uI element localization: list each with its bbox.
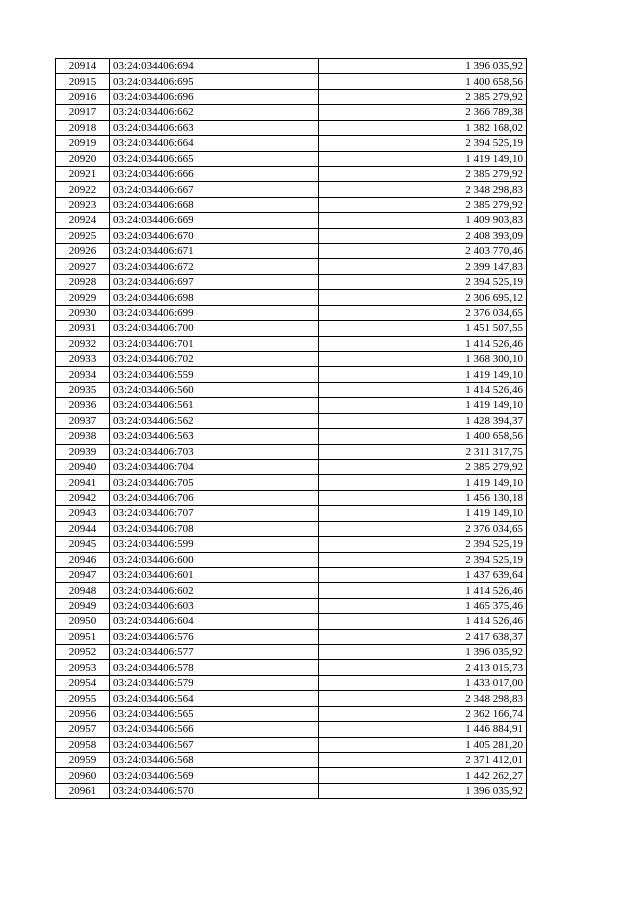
value-cell: 1 368 300,10: [319, 352, 527, 367]
cadastral-number-cell: 03:24:034406:667: [110, 182, 319, 197]
row-number-cell: 20953: [56, 660, 110, 675]
value-cell: 1 465 375,46: [319, 598, 527, 613]
row-number-cell: 20919: [56, 136, 110, 151]
table-row: [56, 352, 527, 367]
row-number-cell: 20940: [56, 459, 110, 474]
cadastral-number-cell: 03:24:034406:662: [110, 105, 319, 120]
row-number-cell: 20944: [56, 521, 110, 536]
row-number-cell: 20925: [56, 228, 110, 243]
table-row: [56, 367, 527, 382]
table-row: [56, 768, 527, 783]
row-number-cell: 20949: [56, 598, 110, 613]
table-row: [56, 645, 527, 660]
table-body: [56, 59, 527, 799]
row-number-cell: 20928: [56, 274, 110, 289]
value-cell: 1 396 035,92: [319, 59, 527, 74]
value-cell: 1 442 262,27: [319, 768, 527, 783]
row-number-cell: 20923: [56, 197, 110, 212]
table-row: [56, 629, 527, 644]
row-number-cell: 20926: [56, 244, 110, 259]
row-number-cell: 20930: [56, 305, 110, 320]
table-row: [56, 89, 527, 104]
table-row: [56, 783, 527, 798]
row-number-cell: 20956: [56, 706, 110, 721]
row-number-cell: 20927: [56, 259, 110, 274]
value-cell: 1 414 526,46: [319, 614, 527, 629]
value-cell: 2 348 298,83: [319, 182, 527, 197]
value-cell: 1 433 017,00: [319, 675, 527, 690]
table-row: [56, 166, 527, 181]
value-cell: 1 396 035,92: [319, 783, 527, 798]
cadastral-number-cell: 03:24:034406:559: [110, 367, 319, 382]
table-row: [56, 722, 527, 737]
row-number-cell: 20951: [56, 629, 110, 644]
table-row: [56, 197, 527, 212]
row-number-cell: 20929: [56, 290, 110, 305]
cadastral-number-cell: 03:24:034406:672: [110, 259, 319, 274]
table-row: [56, 321, 527, 336]
value-cell: 2 385 279,92: [319, 166, 527, 181]
cadastral-number-cell: 03:24:034406:671: [110, 244, 319, 259]
value-cell: 1 405 281,20: [319, 737, 527, 752]
cadastral-number-cell: 03:24:034406:569: [110, 768, 319, 783]
table-row: [56, 413, 527, 428]
row-number-cell: 20938: [56, 429, 110, 444]
row-number-cell: 20935: [56, 382, 110, 397]
table-row: [56, 151, 527, 166]
cadastral-number-cell: 03:24:034406:696: [110, 89, 319, 104]
row-number-cell: 20924: [56, 213, 110, 228]
row-number-cell: 20959: [56, 752, 110, 767]
table-row: [56, 660, 527, 675]
row-number-cell: 20948: [56, 583, 110, 598]
value-cell: 1 451 507,55: [319, 321, 527, 336]
table-row: [56, 120, 527, 135]
table-row: [56, 290, 527, 305]
value-cell: 1 396 035,92: [319, 645, 527, 660]
value-cell: 1 400 658,56: [319, 74, 527, 89]
table-row: [56, 259, 527, 274]
table-row: [56, 490, 527, 505]
cadastral-number-cell: 03:24:034406:600: [110, 552, 319, 567]
cadastral-number-cell: 03:24:034406:665: [110, 151, 319, 166]
value-cell: 1 414 526,46: [319, 336, 527, 351]
table-row: [56, 74, 527, 89]
value-cell: 2 385 279,92: [319, 197, 527, 212]
table-row: [56, 475, 527, 490]
cadastral-value-table: [55, 58, 527, 799]
value-cell: 2 403 770,46: [319, 244, 527, 259]
table-row: [56, 136, 527, 151]
row-number-cell: 20941: [56, 475, 110, 490]
cadastral-number-cell: 03:24:034406:706: [110, 490, 319, 505]
cadastral-number-cell: 03:24:034406:562: [110, 413, 319, 428]
value-cell: 2 394 525,19: [319, 537, 527, 552]
value-cell: 2 385 279,92: [319, 459, 527, 474]
value-cell: 1 428 394,37: [319, 413, 527, 428]
row-number-cell: 20916: [56, 89, 110, 104]
cadastral-number-cell: 03:24:034406:560: [110, 382, 319, 397]
value-cell: 1 456 130,18: [319, 490, 527, 505]
value-cell: 1 409 903,83: [319, 213, 527, 228]
value-cell: 1 419 149,10: [319, 151, 527, 166]
table-row: [56, 537, 527, 552]
cadastral-number-cell: 03:24:034406:565: [110, 706, 319, 721]
cadastral-number-cell: 03:24:034406:599: [110, 537, 319, 552]
table-row: [56, 244, 527, 259]
row-number-cell: 20955: [56, 691, 110, 706]
cadastral-number-cell: 03:24:034406:669: [110, 213, 319, 228]
table-row: [56, 59, 527, 74]
row-number-cell: 20950: [56, 614, 110, 629]
row-number-cell: 20939: [56, 444, 110, 459]
cadastral-number-cell: 03:24:034406:563: [110, 429, 319, 444]
cadastral-number-cell: 03:24:034406:694: [110, 59, 319, 74]
table-row: [56, 506, 527, 521]
value-cell: 2 306 695,12: [319, 290, 527, 305]
value-cell: 2 394 525,19: [319, 552, 527, 567]
value-cell: 2 376 034,65: [319, 521, 527, 536]
table-row: [56, 583, 527, 598]
row-number-cell: 20945: [56, 537, 110, 552]
table-row: [56, 752, 527, 767]
cadastral-number-cell: 03:24:034406:570: [110, 783, 319, 798]
value-cell: 1 382 168,02: [319, 120, 527, 135]
cadastral-number-cell: 03:24:034406:699: [110, 305, 319, 320]
cadastral-number-cell: 03:24:034406:695: [110, 74, 319, 89]
cadastral-number-cell: 03:24:034406:603: [110, 598, 319, 613]
table-row: [56, 675, 527, 690]
row-number-cell: 20952: [56, 645, 110, 660]
value-cell: 1 437 639,64: [319, 567, 527, 582]
value-cell: 2 348 298,83: [319, 691, 527, 706]
cadastral-number-cell: 03:24:034406:604: [110, 614, 319, 629]
cadastral-number-cell: 03:24:034406:601: [110, 567, 319, 582]
cadastral-number-cell: 03:24:034406:703: [110, 444, 319, 459]
cadastral-number-cell: 03:24:034406:561: [110, 398, 319, 413]
cadastral-number-cell: 03:24:034406:577: [110, 645, 319, 660]
table-row: [56, 459, 527, 474]
table-row: [56, 552, 527, 567]
row-number-cell: 20943: [56, 506, 110, 521]
row-number-cell: 20958: [56, 737, 110, 752]
row-number-cell: 20920: [56, 151, 110, 166]
value-cell: 2 399 147,83: [319, 259, 527, 274]
table-row: [56, 737, 527, 752]
row-number-cell: 20960: [56, 768, 110, 783]
table-row: [56, 213, 527, 228]
value-cell: 1 400 658,56: [319, 429, 527, 444]
table-row: [56, 382, 527, 397]
cadastral-number-cell: 03:24:034406:663: [110, 120, 319, 135]
table-row: [56, 444, 527, 459]
cadastral-number-cell: 03:24:034406:708: [110, 521, 319, 536]
cadastral-number-cell: 03:24:034406:578: [110, 660, 319, 675]
row-number-cell: 20915: [56, 74, 110, 89]
row-number-cell: 20917: [56, 105, 110, 120]
cadastral-number-cell: 03:24:034406:670: [110, 228, 319, 243]
row-number-cell: 20932: [56, 336, 110, 351]
value-cell: 2 311 317,75: [319, 444, 527, 459]
value-cell: 1 414 526,46: [319, 382, 527, 397]
cadastral-number-cell: 03:24:034406:700: [110, 321, 319, 336]
row-number-cell: 20918: [56, 120, 110, 135]
row-number-cell: 20933: [56, 352, 110, 367]
table-row: [56, 336, 527, 351]
table-row: [56, 521, 527, 536]
row-number-cell: 20946: [56, 552, 110, 567]
table-row: [56, 182, 527, 197]
cadastral-number-cell: 03:24:034406:668: [110, 197, 319, 212]
value-cell: 2 376 034,65: [319, 305, 527, 320]
table-row: [56, 691, 527, 706]
value-cell: 2 394 525,19: [319, 136, 527, 151]
value-cell: 2 394 525,19: [319, 274, 527, 289]
cadastral-number-cell: 03:24:034406:707: [110, 506, 319, 521]
cadastral-number-cell: 03:24:034406:566: [110, 722, 319, 737]
cadastral-number-cell: 03:24:034406:704: [110, 459, 319, 474]
value-cell: 2 371 412,01: [319, 752, 527, 767]
row-number-cell: 20914: [56, 59, 110, 74]
value-cell: 2 362 166,74: [319, 706, 527, 721]
table-row: [56, 429, 527, 444]
cadastral-number-cell: 03:24:034406:664: [110, 136, 319, 151]
cadastral-number-cell: 03:24:034406:568: [110, 752, 319, 767]
table-row: [56, 228, 527, 243]
cadastral-number-cell: 03:24:034406:579: [110, 675, 319, 690]
row-number-cell: 20922: [56, 182, 110, 197]
table-row: [56, 274, 527, 289]
table-row: [56, 598, 527, 613]
cadastral-number-cell: 03:24:034406:705: [110, 475, 319, 490]
value-cell: 1 446 884,91: [319, 722, 527, 737]
cadastral-number-cell: 03:24:034406:602: [110, 583, 319, 598]
cadastral-number-cell: 03:24:034406:702: [110, 352, 319, 367]
value-cell: 1 419 149,10: [319, 475, 527, 490]
value-cell: 1 419 149,10: [319, 398, 527, 413]
value-cell: 1 419 149,10: [319, 506, 527, 521]
table-row: [56, 398, 527, 413]
table-row: [56, 105, 527, 120]
cadastral-number-cell: 03:24:034406:567: [110, 737, 319, 752]
cadastral-number-cell: 03:24:034406:666: [110, 166, 319, 181]
row-number-cell: 20954: [56, 675, 110, 690]
cadastral-number-cell: 03:24:034406:564: [110, 691, 319, 706]
cadastral-number-cell: 03:24:034406:698: [110, 290, 319, 305]
value-cell: 2 413 015,73: [319, 660, 527, 675]
cadastral-number-cell: 03:24:034406:697: [110, 274, 319, 289]
value-cell: 2 408 393,09: [319, 228, 527, 243]
value-cell: 2 366 789,38: [319, 105, 527, 120]
row-number-cell: 20936: [56, 398, 110, 413]
row-number-cell: 20934: [56, 367, 110, 382]
cadastral-number-cell: 03:24:034406:701: [110, 336, 319, 351]
row-number-cell: 20961: [56, 783, 110, 798]
row-number-cell: 20937: [56, 413, 110, 428]
value-cell: 1 419 149,10: [319, 367, 527, 382]
table-row: [56, 706, 527, 721]
table-row: [56, 614, 527, 629]
row-number-cell: 20921: [56, 166, 110, 181]
value-cell: 1 414 526,46: [319, 583, 527, 598]
row-number-cell: 20942: [56, 490, 110, 505]
row-number-cell: 20947: [56, 567, 110, 582]
row-number-cell: 20931: [56, 321, 110, 336]
row-number-cell: 20957: [56, 722, 110, 737]
cadastral-number-cell: 03:24:034406:576: [110, 629, 319, 644]
table-row: [56, 567, 527, 582]
value-cell: 2 417 638,37: [319, 629, 527, 644]
value-cell: 2 385 279,92: [319, 89, 527, 104]
table-row: [56, 305, 527, 320]
